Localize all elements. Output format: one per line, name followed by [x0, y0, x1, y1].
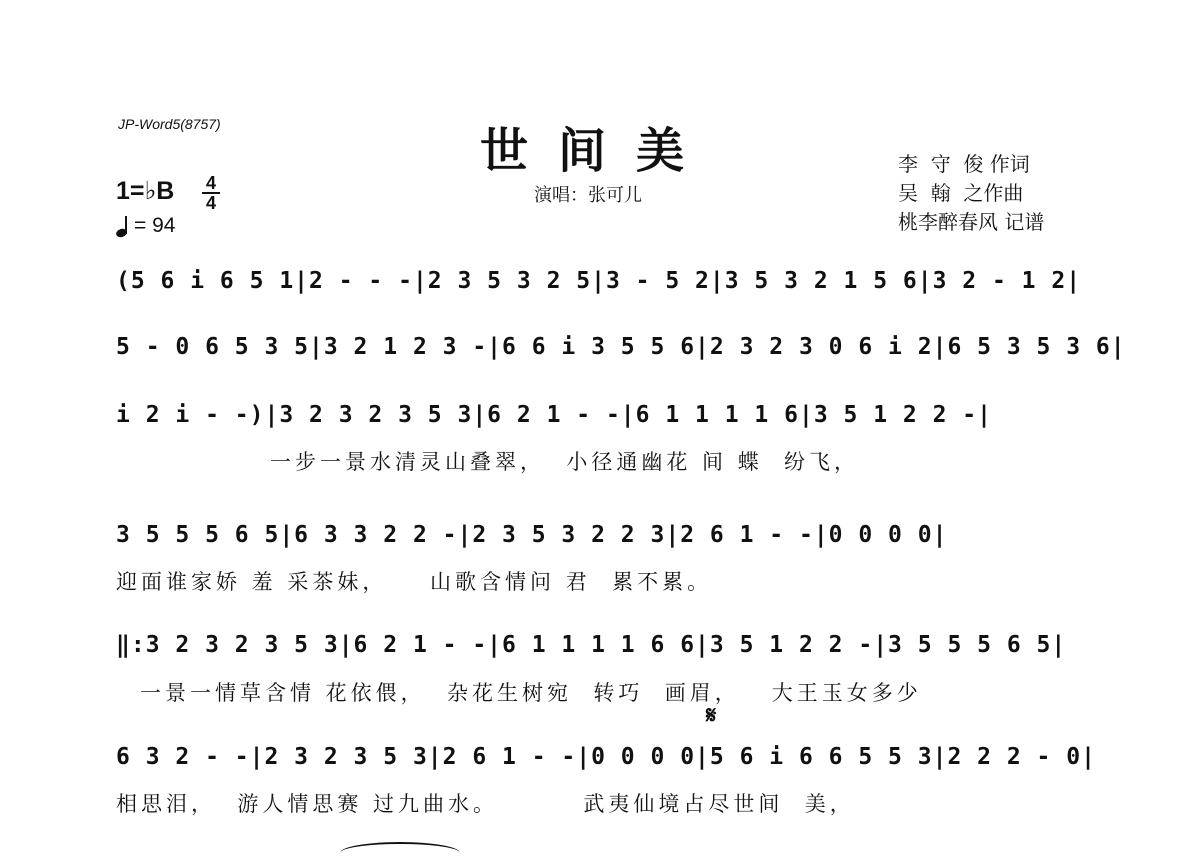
lyricist-credit: 李 守 俊 作词 [898, 152, 1030, 176]
singer-label: 演唱：张可儿 [534, 185, 642, 206]
key-signature: 1=♭B [116, 177, 175, 205]
credits [898, 150, 1044, 237]
meter-top: 4 [205, 173, 216, 193]
score-line-1: (5 6 i 6 5 1|2 - - -|2 3 5 3 2 5|3 - 5 2|3 5 3 2 1 5 6|3 2 - 1 2| [116, 268, 1082, 294]
software-label: JP-Word5(8757) [118, 116, 221, 132]
score-line-2: 5 - 0 6 5 3 5|3 2 1 2 3 -|6 6 i 3 5 5 6|2 3 2 3 0 6 i 2|6 5 3 5 3 6| [116, 334, 1126, 360]
composer-credit: 吴 翰 之作曲 [898, 181, 1024, 205]
lyric-line-4: 迎面谁家娇 羞 采茶妹， 山歌含情问 君 累不累。 [116, 570, 713, 594]
tempo-value: = 94 [134, 214, 176, 237]
transcriber-credit: 桃李醉春风 记谱 [898, 210, 1045, 234]
score-line-6: 6 3 2 - -|2 3 2 3 5 3|2 6 1 - -|0 0 0 0|5 6 i 6 6 5 5 3|2 2 2 - 0| [116, 744, 1096, 770]
lyric-line-3: 一步一景水清灵山叠翠， 小径通幽花 间 蝶 纷飞， [270, 450, 860, 474]
lyric-line-5: 一景一情草含情 花依偎， 杂花生树宛 转巧 画眉， 大王玉女多少 [140, 681, 922, 705]
quarter-note-icon [116, 215, 130, 237]
score-line-5: ‖:3 2 3 2 3 5 3|6 2 1 - -|6 1 1 1 1 6 6|3 5 1 2 2 -|3 5 5 5 6 5| [116, 632, 1067, 658]
tempo-marking [116, 214, 175, 238]
time-signature [200, 174, 222, 212]
segno-sign: 𝄋 [706, 702, 717, 729]
song-title: 世间美 [480, 123, 715, 179]
meter-bottom: 4 [205, 193, 216, 213]
score-line-3: i 2 i - -)|3 2 3 2 3 5 3|6 2 1 - -|6 1 1 1 1 6|3 5 1 2 2 -| [116, 402, 992, 428]
score-line-4: 3 5 5 5 6 5|6 3 3 2 2 -|2 3 5 3 2 2 3|2 6 1 - -|0 0 0 0| [116, 522, 948, 548]
lyric-line-6: 相思泪， 游人情思赛 过九曲水。 武夷仙境占尽世间 美， [116, 792, 855, 816]
next-line-slur [340, 842, 460, 864]
